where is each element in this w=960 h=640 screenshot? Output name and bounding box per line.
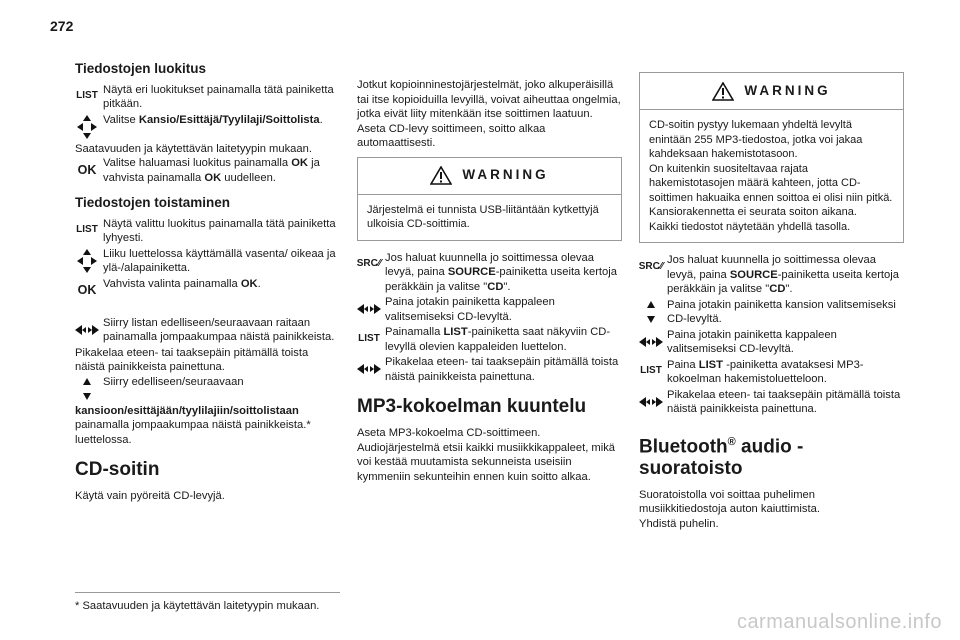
source-button-icon: SRC ⁄⁄ xyxy=(356,258,382,270)
left-right-arrows-icon xyxy=(357,295,381,323)
list-item xyxy=(75,156,340,185)
paragraph: Pikakelaa eteen- tai taaksepäin pitämällä toista näistä painikkeista painettuna. xyxy=(75,346,309,373)
list-item xyxy=(75,217,340,246)
list-button-icon: LIST xyxy=(76,224,98,236)
warning-triangle-icon xyxy=(712,82,734,101)
column-2 xyxy=(357,78,622,484)
paragraph: Yhdistä puhelin. xyxy=(639,517,719,530)
ok-button-icon: OK xyxy=(77,162,97,177)
list-item xyxy=(639,328,904,357)
list-item xyxy=(75,375,340,403)
list-button-icon: LIST xyxy=(640,365,662,377)
list-item-text: Näytä eri luokitukset painamalla tätä painiketta pitkään. xyxy=(103,83,334,110)
list-item-text: Valitse haluamasi luokitus painamalla OK ja vahvista painamalla OK uudelleen. xyxy=(103,157,320,184)
list-item xyxy=(75,83,340,112)
list-item-text: Valitse Kansio/Esittäjä/Tyylilaji/Soittolista. xyxy=(103,113,323,126)
warning-text: CD-soitin pystyy lukemaan yhdeltä levyltä enintään 255 MP3-tiedostoa, jotka voi jakaa kahdeksaan hakemistotasoon. On kuitenkin suositeltavaa rajata hakemistotasojen määrä kahteen, jotta CD-soittimen hakuaika ennen soittoa ei olisi niin pitkä. Kansiorakennetta ei seurata soiton aikana. Kaikki tiedostot näytetään yhdellä tasolla. xyxy=(649,119,893,233)
warning-title: WARNING xyxy=(744,82,831,98)
four-way-arrows-icon xyxy=(75,247,99,275)
warning-box xyxy=(357,157,622,241)
warning-box xyxy=(639,72,904,243)
footnote: * Saatavuuden ja käytettävän laitetyypin mukaan. xyxy=(75,600,320,612)
paragraph: kansioon/esittäjään/tyylilajiin/soittolistaan painamalla jompaakumpaa näistä painikkeista.* luettelossa. xyxy=(75,404,311,446)
list-item-text: Paina LIST -painiketta avataksesi MP3-kokoelman hakemistoluetteloon. xyxy=(667,358,864,385)
paragraph: Suoratoistolla voi soittaa puhelimen musiikkitiedostoja auton kaiuttimista. xyxy=(639,488,820,516)
list-item-text: Paina jotakin painiketta kansion valitsemiseksi CD-levyltä. xyxy=(667,298,896,325)
up-down-arrows-icon xyxy=(639,298,663,326)
list-item-text: Painamalla LIST-painiketta saat näkyviin CD-levyllä olevien kappaleiden luettelon. xyxy=(385,326,611,353)
list-item-text: Paina jotakin painiketta kappaleen valitsemiseksi CD-levyltä. xyxy=(385,296,555,323)
list-item-text: Liiku luettelossa käyttämällä vasenta/ oikeaa ja ylä-/alapainiketta. xyxy=(103,247,336,274)
heading-file-playback: Tiedostojen toistaminen xyxy=(75,195,231,210)
column-1 xyxy=(75,62,340,504)
paragraph: Saatavuuden ja käytettävän laitetyypin mukaan. xyxy=(75,142,312,155)
page-number: 272 xyxy=(50,18,74,34)
warning-text: Järjestelmä ei tunnista USB-liitäntään kytkettyjä ulkoisia CD-soittimia. xyxy=(367,203,599,230)
warning-triangle-icon xyxy=(430,166,452,185)
four-way-arrows-icon xyxy=(75,113,99,141)
list-item xyxy=(639,253,904,297)
list-item-text: Siirry edelliseen/seuraavaan xyxy=(103,375,244,388)
warning-header xyxy=(640,73,903,110)
paragraph: Käytä vain pyöreitä CD-levyjä. xyxy=(75,490,225,502)
ok-button-icon: OK xyxy=(77,283,97,298)
list-item-text: Vahvista valinta painamalla OK. xyxy=(103,277,261,290)
heading-cd-player: CD-soitin xyxy=(75,459,160,480)
list-item-text: Siirry listan edelliseen/seuraavaan raitaan painamalla jompaakumpaa näistä painikkeista. xyxy=(103,316,335,343)
list-item xyxy=(357,251,622,295)
paragraph: Aseta CD-levy soittimeen, soitto alkaa automaattisesti. xyxy=(357,122,546,149)
left-right-arrows-icon xyxy=(639,388,663,416)
list-item-text: Jos haluat kuunnella jo soittimessa olevaa levyä, paina SOURCE-painiketta useita kertoja peräkkäin ja valitse "CD". xyxy=(667,254,899,295)
left-right-arrows-icon xyxy=(357,355,381,383)
heading-file-classification: Tiedostojen luokitus xyxy=(75,61,207,76)
heading-mp3-listening: MP3-kokoelman kuuntelu xyxy=(357,396,587,417)
column-3 xyxy=(639,72,904,531)
list-item-text: Pikakelaa eteen- tai taaksepäin pitämällä toista näistä painikkeista painettuna. xyxy=(667,388,901,415)
warning-header xyxy=(358,158,621,195)
up-down-arrows-icon xyxy=(75,375,99,403)
paragraph: Jotkut kopioinninestojärjestelmät, joko alkuperäisillä tai itse kopioiduilla levyillä, voivat aiheuttaa ongelmia, jotka eivät liity mitenkään itse soittimen laatuun. xyxy=(357,79,621,120)
list-item xyxy=(75,247,340,276)
list-item-text: Paina jotakin painiketta kappaleen valitsemiseksi CD-levyltä. xyxy=(667,328,837,355)
list-item xyxy=(75,113,340,141)
heading-bluetooth-streaming: Bluetooth® audio -suoratoisto xyxy=(639,435,804,479)
paragraph: Audiojärjestelmä etsii kaikki musiikkikappaleet, mikä voi kestää muutamista sekunneista useisiin kymmeniin sekunteihin ennen kuin soitto alkaa. xyxy=(357,441,616,483)
list-button-icon: LIST xyxy=(76,90,98,102)
list-item xyxy=(357,325,622,354)
warning-title: WARNING xyxy=(462,167,549,183)
list-item xyxy=(357,295,622,324)
list-item xyxy=(639,388,904,417)
list-item xyxy=(357,355,622,384)
list-item xyxy=(75,316,340,345)
list-item-text: Näytä valittu luokitus painamalla tätä painiketta lyhyesti. xyxy=(103,217,336,244)
watermark: carmanualsonline.info xyxy=(736,611,942,633)
list-item-text: Pikakelaa eteen- tai taaksepäin pitämällä toista näistä painikkeista painettuna. xyxy=(385,356,619,383)
footnote-divider xyxy=(75,592,340,593)
left-right-arrows-icon xyxy=(75,316,99,344)
list-item xyxy=(75,277,340,305)
list-item-text: Jos haluat kuunnella jo soittimessa olevaa levyä, paina SOURCE-painiketta useita kertoja peräkkäin ja valitse "CD". xyxy=(385,251,617,293)
left-right-arrows-icon xyxy=(639,328,663,356)
list-item xyxy=(639,298,904,327)
paragraph: Aseta MP3-kokoelma CD-soittimeen. xyxy=(357,427,541,439)
list-button-icon: LIST xyxy=(358,332,380,344)
source-button-icon: SRC ⁄⁄ xyxy=(638,260,664,272)
list-item xyxy=(639,358,904,387)
